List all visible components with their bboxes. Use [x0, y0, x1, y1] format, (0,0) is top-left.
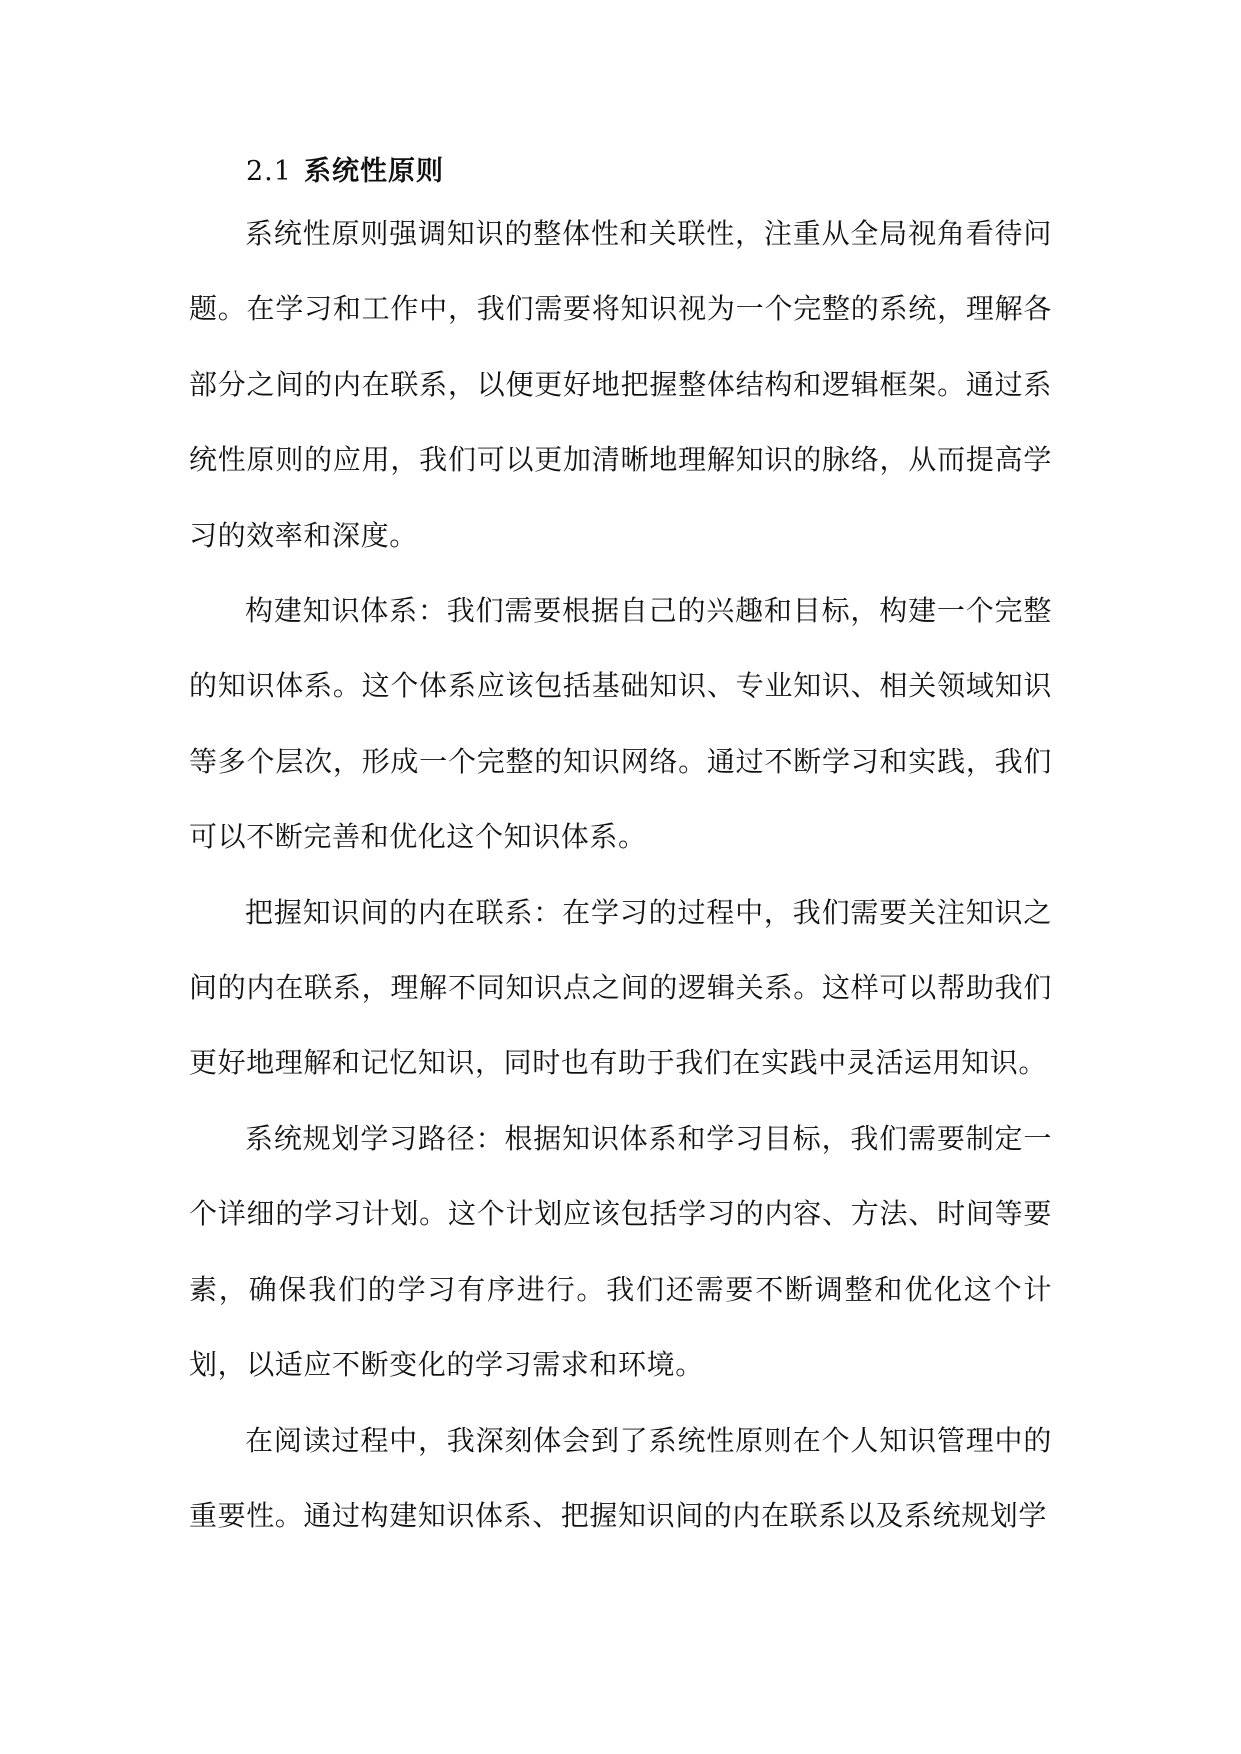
section-title: 系统性原则	[303, 156, 444, 187]
section-number: 2.1	[246, 156, 292, 187]
paragraph-learning-path: 系统规划学习路径：根据知识体系和学习目标，我们需要制定一个详细的学习计划。这个计划应该包括学习的内容、方法、时间等要素，确保我们的学习有序进行。我们还需要不断调整和优化这个计划，以适应不断变化的学习需求和环境。	[189, 1121, 1052, 1382]
paragraph-build-knowledge-system: 构建知识体系：我们需要根据自己的兴趣和目标，构建一个完整的知识体系。这个体系应该包括基础知识、专业知识、相关领域知识等多个层次，形成一个完整的知识网络。通过不断学习和实践，我们可以不断完善和优化这个知识体系。	[189, 594, 1052, 854]
paragraph-internal-connections: 把握知识间的内在联系：在学习的过程中，我们需要关注知识之间的内在联系，理解不同知识点之间的逻辑关系。这样可以帮助我们更好地理解和记忆知识，同时也有助于我们在实践中灵活运用知识。	[189, 895, 1052, 1080]
paragraph-intro: 系统性原则强调知识的整体性和关联性，注重从全局视角看待问题。在学习和工作中，我们需要将知识视为一个完整的系统，理解各部分之间的内在联系，以便更好地把握整体结构和逻辑框架。通过系统性原则的应用，我们可以更加清晰地理解知识的脉络，从而提高学习的效率和深度。	[189, 217, 1052, 552]
body-text	[189, 196, 1052, 1553]
paragraph-reflection: 在阅读过程中，我深刻体会到了系统性原则在个人知识管理中的重要性。通过构建知识体系、把握知识间的内在联系以及系统规划学	[189, 1423, 1052, 1532]
section-heading	[246, 148, 444, 196]
